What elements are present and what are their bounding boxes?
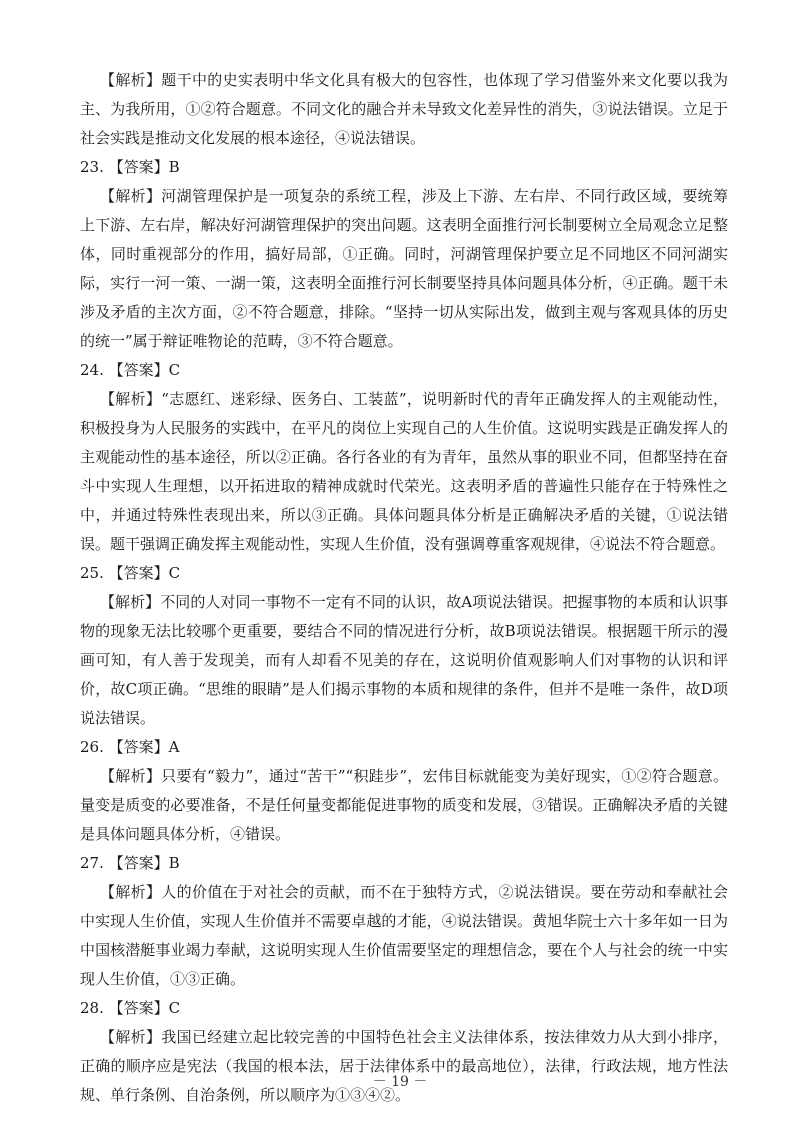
answer-24: 24. 【答案】C [80,361,181,379]
explanation-28: 【解析】我国已经建立起比较完善的中国特色社会主义法律体系，按法律效力从大到小排序，正确的顺序应是宪法（我国的根本法，居于法律体系中的最高地位），法律，行政法规，地方性法规、单行条例、自治条例，所以顺序为①③④②。 [80,1028,728,1104]
explanation-22: 【解析】题干中的史实表明中华文化具有极大的包容性，也体现了学习借鉴外来文化要以我为主、为我所用，①②符合题意。不同文化的融合并未导致文化差异性的消失，③说法错误。立足于社会实践是推动文化发展的根本途径，④说法错误。 [80,71,728,147]
explanation-23: 【解析】河湖管理保护是一项复杂的系统工程，涉及上下游、左右岸、不同行政区域，要统筹上下游、左右岸，解决好河湖管理保护的突出问题。这表明全面推行河长制要树立全局观念立足整体，同时重视部分的作用，搞好局部，①正确。同时，河湖管理保护要立足不同地区不同河湖实际，实行一河一策、一湖一策，这表明全面推行河长制要坚持具体问题具体分析，④正确。题干未涉及矛盾的主次方面，②不符合题意，排除。“坚持一切从实际出发，做到主观与客观具体的历史的统一”属于辩证唯物论的范畴，③不符合题意。 [80,187,728,350]
answer-26: 26. 【答案】A [80,738,180,756]
answer-27: 27. 【答案】B [80,854,180,872]
explanation-26: 【解析】只要有“毅力”，通过“苦干”“积跬步”，宏伟目标就能变为美好现实，①②符合题意。量变是质变的必要准备，不是任何量变都能促进事物的质变和发展，③错误。正确解决矛盾的关键是具体问题具体分析，④错误。 [80,767,728,843]
page-number: － 19 － [372,1074,428,1090]
answer-23: 23. 【答案】B [80,158,180,176]
explanation-24: 【解析】“志愿红、迷彩绿、医务白、工装蓝”，说明新时代的青年正确发挥人的主观能动性，积极投身为人民服务的实践中，在平凡的岗位上实现自己的人生价值。这说明实践是正确发挥人的主观能动性的基本途径，所以②正确。各行各业的有为青年，虽然从事的职业不同，但都坚持在奋斗中实现人生理想，以开拓进取的精神成就时代荣光。这表明矛盾的普遍性只能存在于特殊性之中，并通过特殊性表现出来，所以③正确。具体问题具体分析是正确解决矛盾的关键，①说法错误。题干强调正确发挥主观能动性，实现人生价值，没有强调尊重客观规律，④说法不符合题意。 [80,390,728,553]
answer-28: 28. 【答案】C [80,999,181,1017]
answer-25: 25. 【答案】C [80,564,181,582]
document-body [80,66,728,1110]
explanation-25: 【解析】不同的人对同一事物不一定有不同的认识，故A项说法错误。把握事物的本质和认识事物的现象无法比较哪个更重要，要结合不同的情况进行分析，故B项说法错误。根据题干所示的漫画可知，有人善于发现美，而有人却看不见美的存在，这说明价值观影响人们对事物的认识和评价，故C项正确。“思维的眼睛”是人们揭示事物的本质和规律的条件，但并不是唯一条件，故D项说法错误。 [80,593,728,727]
explanation-27: 【解析】人的价值在于对社会的贡献，而不在于独特方式，②说法错误。要在劳动和奉献社会中实现人生价值，实现人生价值并不需要卓越的才能，④说法错误。黄旭华院士六十多年如一日为中国核潜艇事业竭力奉献，这说明实现人生价值需要坚定的理想信念，要在个人与社会的统一中实现人生价值，①③正确。 [80,883,728,988]
